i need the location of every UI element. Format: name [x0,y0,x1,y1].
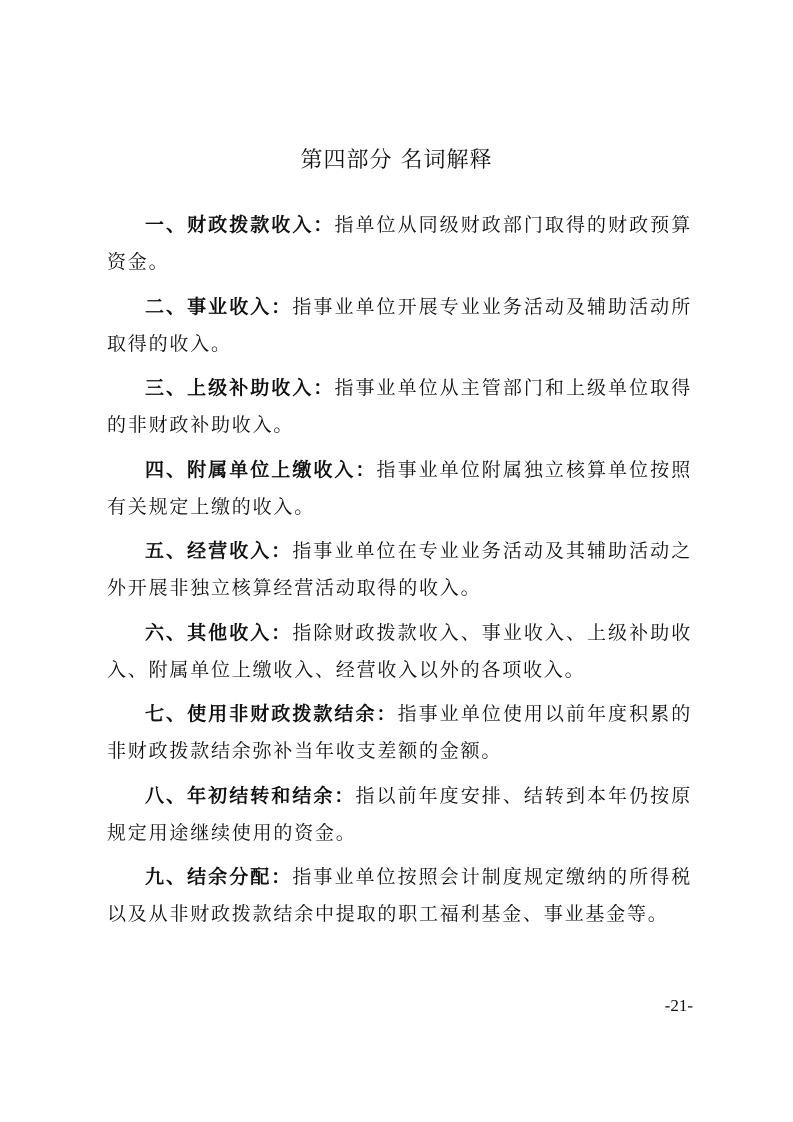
definition-item [107,778,692,852]
definition-item [107,289,692,363]
definition-term: 二、事业收入： [145,295,293,318]
definition-term: 三、上级补助收入： [145,377,335,399]
definition-text: 指除财政拨款收入、事业收入、上级补助收入、附属单位上缴收入、经营收入以外的各项收入。 [107,621,692,681]
definition-item [107,859,692,933]
definition-term: 一、财政拨款收入： [145,214,335,236]
definition-text: 指事业单位开展专业业务活动及辅助活动所取得的收入。 [107,295,692,355]
definition-term: 七、使用非财政拨款结余： [145,703,398,725]
definition-text: 指事业单位按照会计制度规定缴纳的所得税以及从非财政拨款结余中提取的职工福利基金、事业基金等。 [107,866,692,925]
definition-text: 指事业单位使用以前年度积累的非财政拨款结余弥补当年收支差额的金额。 [107,703,692,762]
definition-term: 八、年初结转和结余： [145,784,356,807]
definition-item [107,452,692,526]
definition-item [107,615,692,689]
definition-item [107,533,692,607]
page-number: -21- [664,996,693,1015]
definition-term: 九、结余分配： [145,866,293,888]
definition-item [107,696,692,770]
definition-text: 指单位从同级财政部门取得的财政预算资金。 [107,214,692,273]
definition-term: 四、附属单位上缴收入： [145,458,377,481]
definition-text: 指事业单位附属独立核算单位按照有关规定上缴的收入。 [107,458,692,518]
page-title: 第四部分 名词解释 [300,148,493,173]
definition-text: 指事业单位在专业业务活动及其辅助活动之外开展非独立核算经营活动取得的收入。 [107,540,692,599]
definition-text: 指以前年度安排、结转到本年仍按原规定用途继续使用的资金。 [107,784,692,844]
definition-item [107,370,692,444]
definition-item [107,207,692,281]
definition-term: 六、其他收入： [145,621,293,644]
definition-term: 五、经营收入： [145,540,293,562]
definition-text: 指事业单位从主管部门和上级单位取得的非财政补助收入。 [107,377,692,436]
definitions-list [107,207,692,941]
